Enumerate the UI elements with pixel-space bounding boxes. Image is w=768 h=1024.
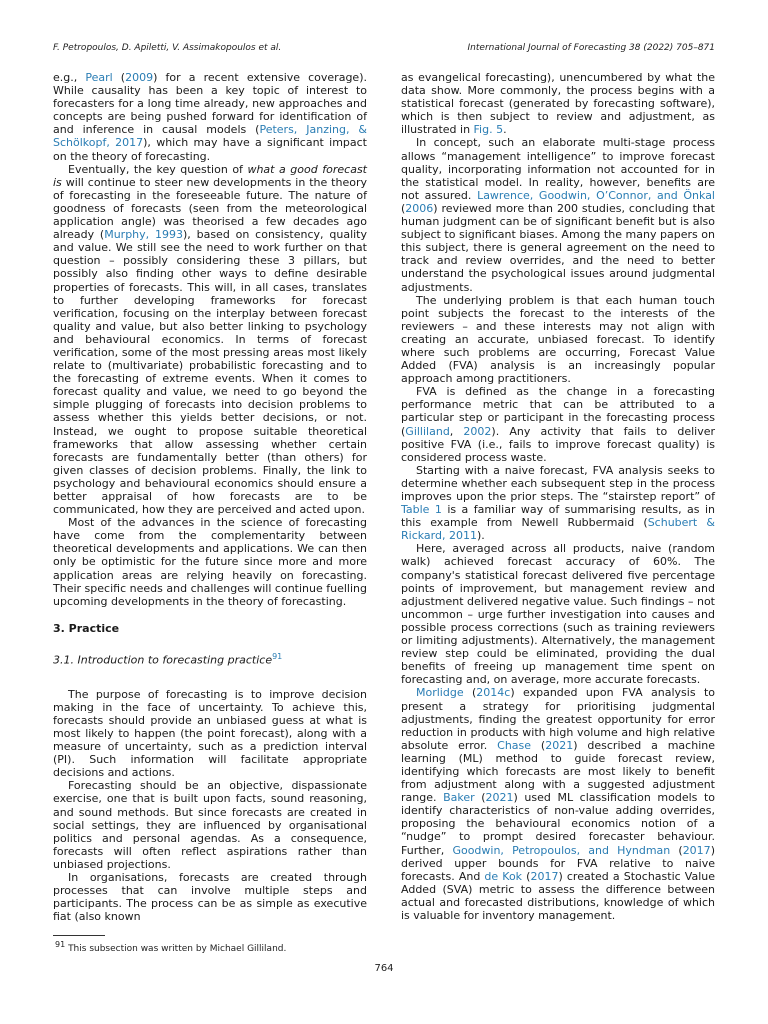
citation-link[interactable]: Goodwin, Petropoulos, and Hyndman (452, 843, 671, 857)
page-number: 764 (374, 963, 394, 974)
table-link[interactable]: Table 1 (401, 503, 442, 517)
citation-link[interactable]: Schubert & Rickard, 2011 (401, 516, 715, 543)
figure-link[interactable]: Fig. 5 (473, 123, 504, 137)
subsection-title: 3.1. Introduction to forecasting practice$^{91}$ (53, 651, 283, 667)
footnote-marker[interactable]: 91 (272, 651, 283, 661)
paragraph: Forecasting should be an objective, dispassionate exercise, one that is built upon facts, sound reasoning, and sound methods. But since forecasts are created in social settings, they are influenced by organisational politics and personal agendas. As a consequence, forecasts will often reflect aspirations rather than unbiased projections. (53, 779, 367, 871)
paragraph: FVA is defined as the change in a forecasting performance metric that can be attributed to a particular step or participant in the forecasting process (Gilliland, 2002). Any activity that fails to deliver positive FVA (i.e., fails to improve forecast quality) is considered process waste. (401, 385, 715, 464)
citation-link[interactable]: Gilliland (405, 424, 450, 438)
citation-link[interactable]: 2017 (530, 869, 559, 883)
paragraph: Here, averaged across all products, naive (random walk) achieved forecast accuracy of 60%. The company's statistical forecast delivered five percentage points of improvement, but management review and adjustment delivered negative value. Such findings – not uncommon – urge further investigation into causes and possible process corrections (such as training reviewers or limiting adjustments). Alternatively, the management review step could be eliminated, providing the dual benefits of freeing up management time spent on forecasting and, on average, more accurate forecasts. (401, 542, 715, 687)
citation-link[interactable]: 2021 (485, 791, 514, 805)
citation-link[interactable]: 2002 (463, 424, 492, 438)
citation-link[interactable]: Chase (497, 738, 532, 752)
citation-link[interactable]: 2021 (545, 738, 574, 752)
footnote (55, 940, 286, 954)
header-journal: International Journal of Forecasting 38 (2022) 705–871 (467, 43, 715, 53)
paragraph: as evangelical forecasting), unencumbered by what the data show. More commonly, the process begins with a statistical forecast (generated by forecasting software), which is then subject to review and adjustment, as illustrated in Fig. 5. (401, 71, 715, 137)
paragraph: The underlying problem is that each human touch point subjects the forecast to the interests of the reviewers – and these interests may not align with creating an accurate, unbiased forecast. To identify where such problems are occurring, Forecast Value Added (FVA) analysis is an increasingly popular approach among practitioners. (401, 293, 715, 386)
paragraph: Morlidge (2014c) expanded upon FVA analysis to present a strategy for prioritising judgmental adjustments, finding the greatest opportunity for error reduction in products with high volume and high relative absolute error. Chase (2021) described a machine learning (ML) method to guide forecast review, identifying which forecasts are most likely to benefit from adjustment along with a suggested adjustment range. Baker (2021) used ML classification models to identify characteristics of non-value adding overrides, proposing the behavioural economics notion of a “nudge” to prompt desired forecaster behaviour. Further, Goodwin, Petropoulos, and Hyndman (2017) derived upper bounds for FVA relative to naive forecasts. And de Kok (2017) created a Stochastic Value Added (SVA) metric to assess the difference between actual and forecasted distributions, knowledge of which is valuable for inventory management. (401, 686, 716, 922)
citation-link[interactable]: Murphy, 1993 (104, 228, 183, 242)
header-authors: F. Petropoulos, D. Apiletti, V. Assimakopoulos et al. (53, 43, 282, 53)
citation-link[interactable]: Baker (443, 791, 475, 805)
section-title: 3. Practice (53, 621, 120, 635)
left-column (53, 71, 367, 923)
right-column (401, 71, 715, 922)
citation-link[interactable]: Peters, Janzing, & Schölkopf, 2017 (53, 123, 367, 150)
paragraph: In concept, such an elaborate multi-stage process allows “management intelligence” to improve forecast quality, incorporating information not accounted for in the statistical model. In reality, however, benefits are not assured. Lawrence, Goodwin, O’Connor, and Önkal (2006) reviewed more than 200 studies, concluding that human judgment can be of significant benefit but is also subject to significant biases. Among the many papers on this subject, there is general agreement on the need to track and review overrides, and the need to better understand the psychological issues around judgmental adjustments. (401, 136, 715, 294)
paragraph: The purpose of forecasting is to improve decision making in the face of uncertainty. To achieve this, forecasts should provide an unbiased guess at what is most likely to happen (the point forecast), along with a measure of uncertainty, such as a prediction interval (PI). Such information will facilitate appropriate decisions and actions. (53, 687, 367, 780)
citation-link[interactable]: 2009 (125, 71, 154, 84)
paragraph: Most of the advances in the science of forecasting have come from the complementarity between theoretical developments and applications. We can then only be optimistic for the future since more and more application areas are relying heavily on forecasting. Their specific needs and challenges will continue fuelling upcoming developments in the theory of forecasting. (53, 516, 367, 608)
footnote-divider (53, 935, 105, 936)
citation-link[interactable]: 2006 (405, 201, 434, 215)
paragraph: Eventually, the key question of what a good forecast is will continue to steer new developments in the theory of forecasting in the foreseeable future. The nature of goodness of forecasts (seen from the meteorological application angle) was theorised a few decades ago already (Murphy, 1993), based on consistency, quality and value. We still see the need to work further on that question – possibly considering these 3 pillars, but possibly also finding other ways to define desirable properties of forecasts. This will, in all cases, translates to further developing frameworks for forecast verification, focusing on the interplay between forecast quality and value, but also better linking to psychology and behavioural economics. In terms of forecast verification, some of the most pressing areas most likely relate to (multivariate) probabilistic forecasting and to the forecasting of extreme events. When it comes to forecast quality and value, we need to go beyond the simple plugging of forecasts into decision problems to assess whether this yields better decisions, or not. Instead, we ought to propose suitable theoretical frameworks that allow assessing whether certain forecasts are fundamentally better (than others) for given classes of decision problems. Finally, the link to psychology and behavioural economics should ensure a better appraisal of how forecasts are to be communicated, how they are perceived and acted upon. (53, 162, 368, 517)
paragraph: In organisations, forecasts are created through processes that can involve multiple steps and participants. The process can be as simple as executive fiat (also known (53, 871, 367, 924)
footnote-number: 91 (55, 940, 66, 949)
citation-link[interactable]: Pearl (85, 71, 113, 84)
citation-link[interactable]: Morlidge (416, 686, 464, 700)
citation-link[interactable]: Lawrence, Goodwin, O’Connor, and Önkal (477, 188, 715, 202)
paragraph: e.g., Pearl (2009) for a recent extensive coverage). While causality has been a key topic of interest to forecasters for a long time already, new approaches and concepts are being pushed forward for identification of and inference in causal models (Peters, Janzing, & Schölkopf, 2017), which may have a significant impact on the theory of forecasting. (53, 71, 367, 163)
citation-link[interactable]: 2017 (682, 843, 711, 857)
paragraph: Starting with a naive forecast, FVA analysis seeks to determine whether each subsequent step in the process improves upon the prior steps. The “stairstep report” of Table 1 is a familiar way of summarising results, as in this example from Newell Rubbermaid (Schubert & Rickard, 2011). (401, 463, 715, 543)
citation-link[interactable]: 2014c (476, 686, 511, 700)
citation-link[interactable]: de Kok (484, 869, 523, 883)
footnote-text: This subsection was written by Michael Gilliland. (68, 944, 287, 954)
